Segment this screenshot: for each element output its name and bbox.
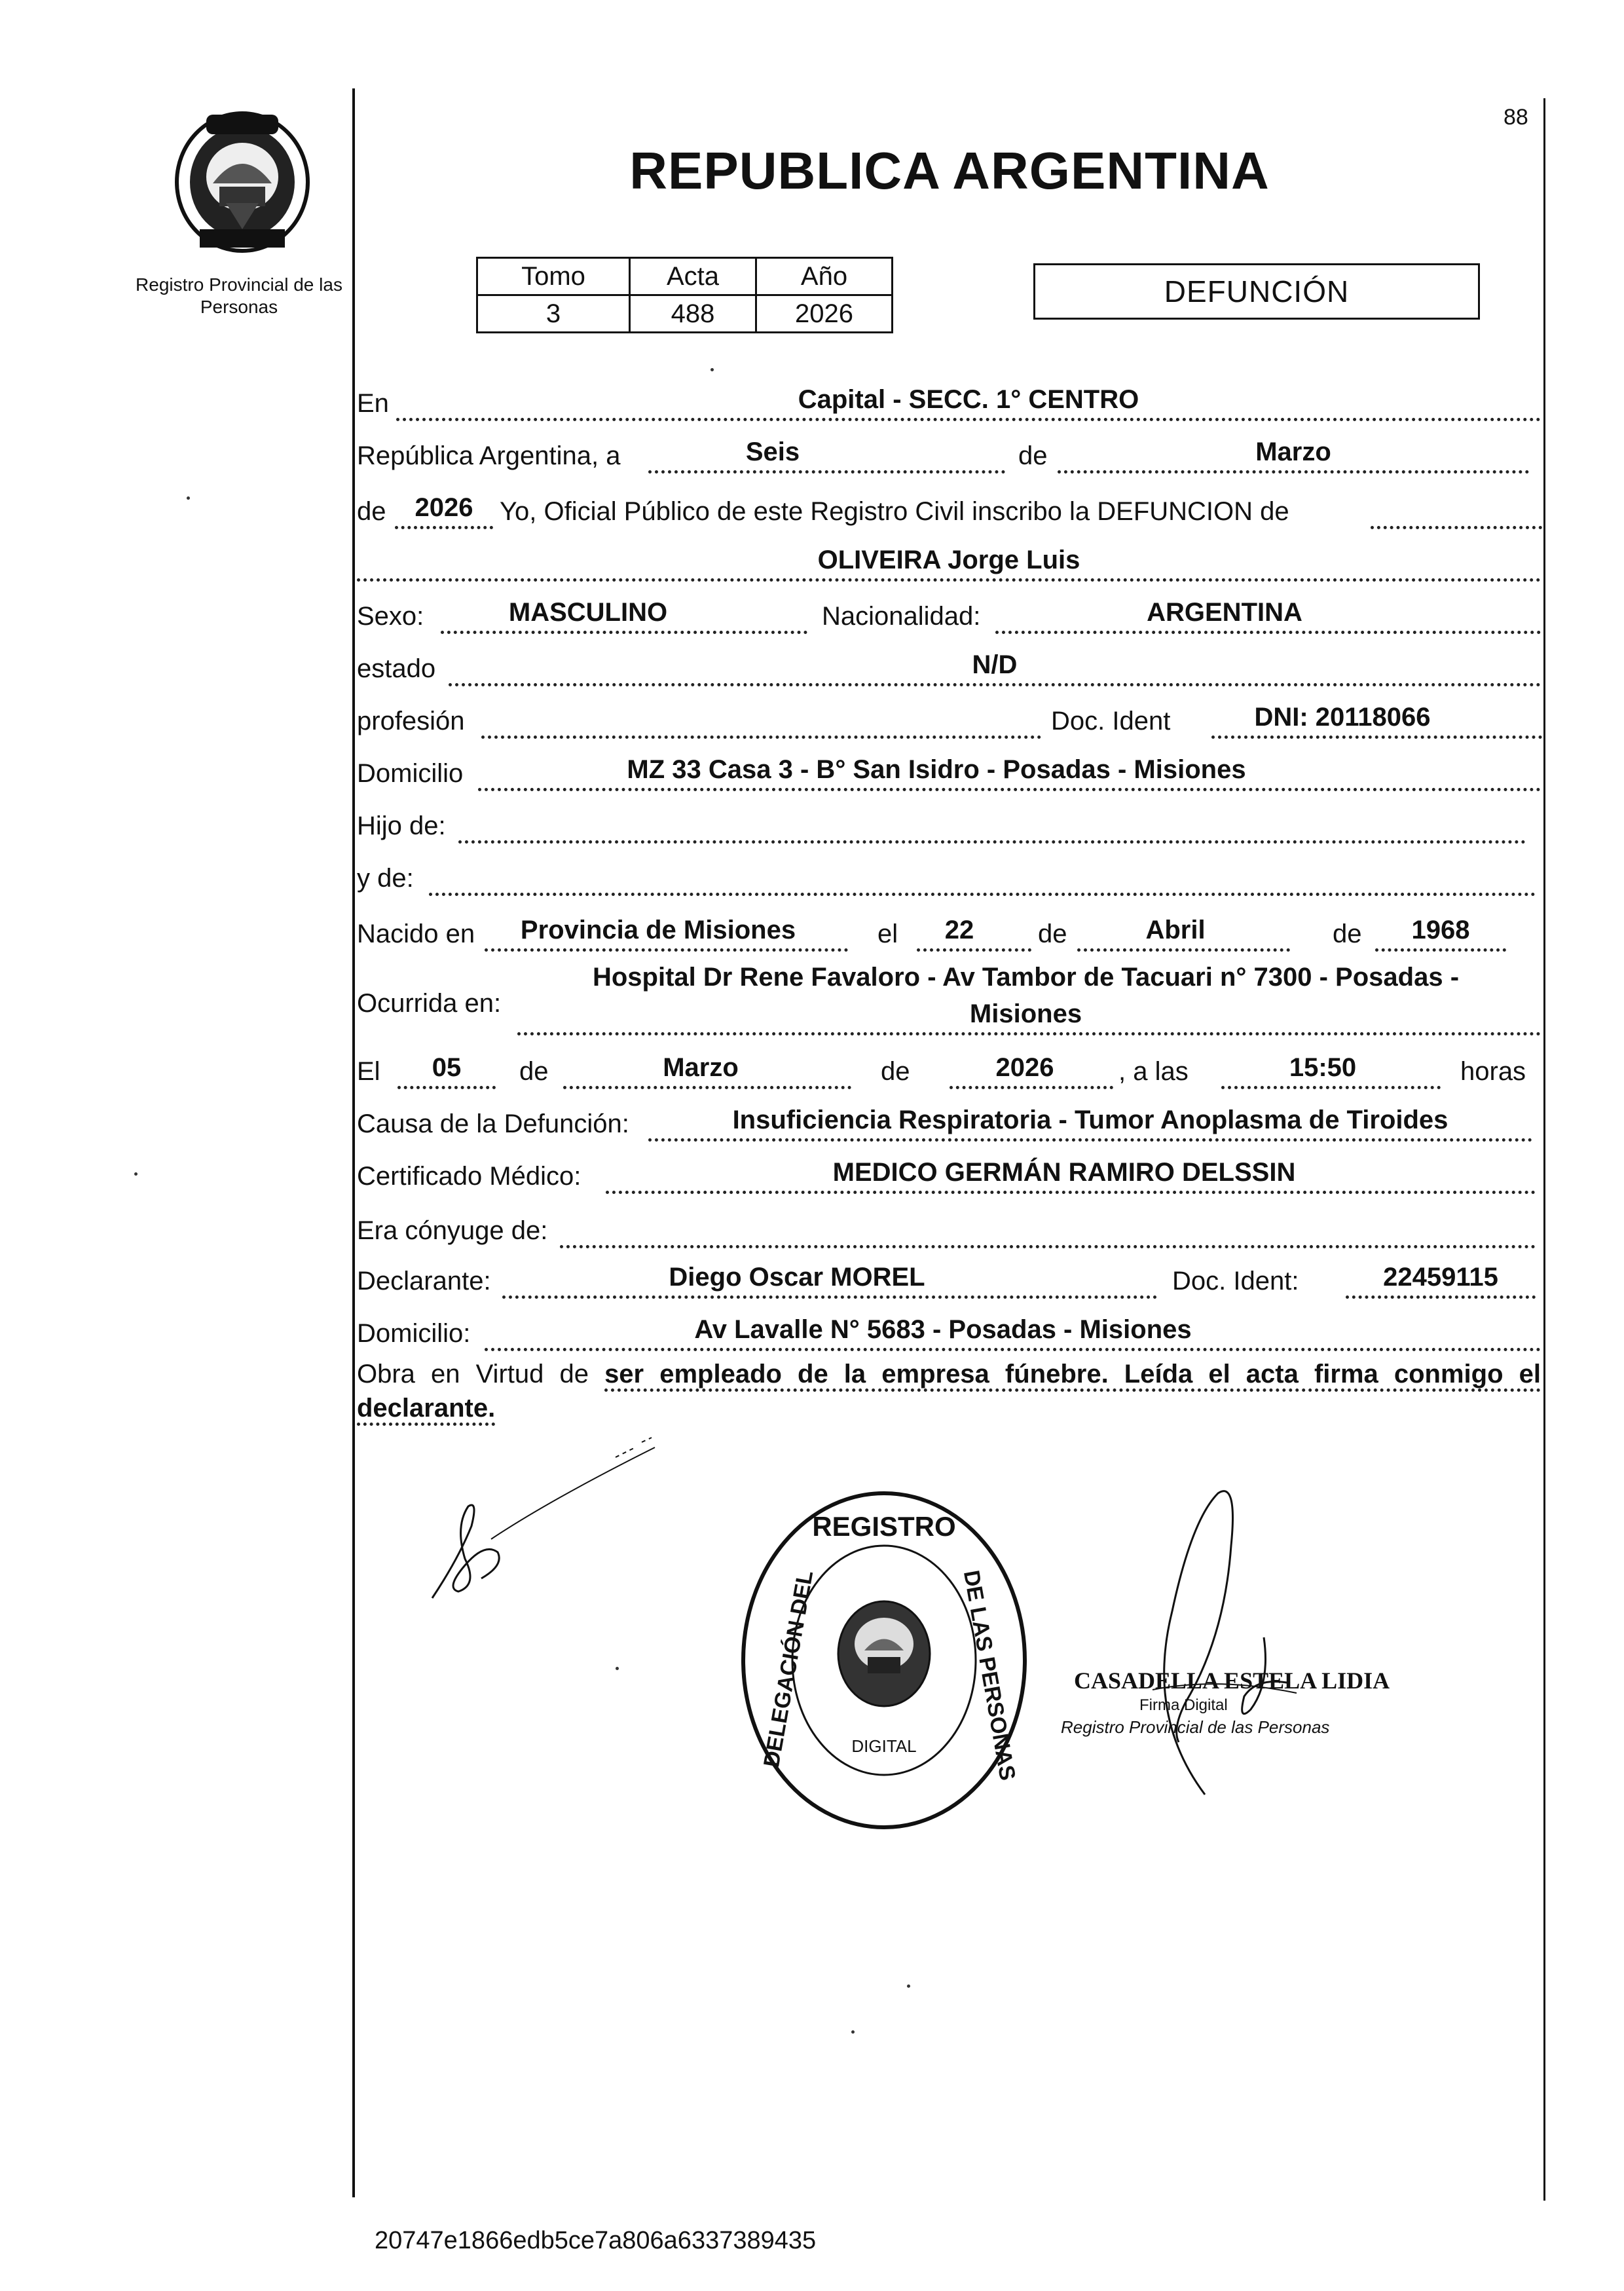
month-dots bbox=[1058, 470, 1529, 474]
anio-header: Año bbox=[756, 258, 893, 295]
seal-ring-text-right: DE LAS PERSONAS bbox=[958, 1568, 1020, 1783]
republica-label: República Argentina, a bbox=[357, 441, 621, 470]
horas-label: horas bbox=[1460, 1057, 1526, 1086]
nacionalidad-value: ARGENTINA bbox=[1147, 598, 1302, 627]
declarante-value: Diego Oscar MOREL bbox=[669, 1263, 925, 1292]
de-label-4: de bbox=[1333, 920, 1362, 948]
scan-speck bbox=[851, 2030, 855, 2034]
scan-speck bbox=[710, 368, 714, 371]
causa-value: Insuficiencia Respiratoria - Tumor Anoplasma de Tiroides bbox=[732, 1106, 1449, 1134]
doc-ident-value: DNI: 20118066 bbox=[1254, 703, 1431, 732]
record-value-row bbox=[477, 295, 893, 333]
declarante-label: Declarante: bbox=[357, 1267, 491, 1295]
scan-speck bbox=[907, 1984, 910, 1988]
document-hash: 20747e1866edb5ce7a806a6337389435 bbox=[375, 2227, 817, 2254]
profesion-dots bbox=[481, 736, 1041, 739]
birth-month: Abril bbox=[1145, 916, 1206, 944]
row-estado bbox=[357, 648, 1542, 689]
ocurrida-label: Ocurrida en: bbox=[357, 989, 502, 1018]
year-value: 2026 bbox=[415, 493, 473, 522]
row-conyuge bbox=[357, 1210, 1542, 1251]
sexo-value: MASCULINO bbox=[508, 598, 668, 627]
birth-month-dots bbox=[1077, 948, 1290, 952]
row-nacido bbox=[357, 914, 1542, 954]
record-table bbox=[476, 257, 893, 333]
row-inscribo bbox=[357, 491, 1542, 532]
yde-label: y de: bbox=[357, 864, 414, 893]
domicilio2-dots bbox=[485, 1348, 1541, 1351]
row-certificado bbox=[357, 1156, 1542, 1197]
decl-doc-dots bbox=[1346, 1295, 1536, 1299]
tomo-value: 3 bbox=[477, 295, 630, 333]
seal-inner-text: DIGITAL bbox=[851, 1736, 917, 1756]
month-value: Marzo bbox=[1255, 438, 1331, 466]
obra-label: Obra en Virtud de bbox=[357, 1360, 589, 1388]
inscribo-dots bbox=[1371, 526, 1542, 529]
conyuge-dots bbox=[560, 1245, 1536, 1248]
domicilio2-value: Av Lavalle N° 5683 - Posadas - Misiones bbox=[694, 1315, 1192, 1344]
obra-paragraph bbox=[357, 1357, 1541, 1425]
row-death-date bbox=[357, 1051, 1542, 1092]
row-declarante bbox=[357, 1261, 1542, 1301]
inscribo-text: Yo, Oficial Público de este Registro Civil inscribo la DEFUNCION de bbox=[500, 497, 1289, 526]
death-month: Marzo bbox=[663, 1053, 739, 1082]
seal-ring-text-top: REGISTRO bbox=[812, 1511, 956, 1542]
de-label-3: de bbox=[1038, 920, 1067, 948]
tomo-header: Tomo bbox=[477, 258, 630, 295]
seal-ring-text-left: DELEGACIÓN DEL bbox=[759, 1569, 819, 1770]
alas-label: , a las bbox=[1118, 1057, 1189, 1086]
officer-stamp-role: Firma Digital bbox=[1139, 1696, 1228, 1714]
anio-value: 2026 bbox=[756, 295, 893, 333]
sexo-dots bbox=[441, 631, 807, 634]
row-hijo bbox=[357, 806, 1542, 846]
obra-value: ser empleado de la empresa fúnebre. Leída el acta firma conmigo el declarante. bbox=[357, 1360, 1541, 1426]
declarant-signature bbox=[419, 1428, 668, 1611]
hijo-dots bbox=[458, 840, 1526, 844]
nacido-label: Nacido en bbox=[357, 920, 475, 948]
ocurrida-line2: Misiones bbox=[969, 999, 1082, 1028]
death-year: 2026 bbox=[995, 1053, 1054, 1082]
row-sexo bbox=[357, 596, 1542, 637]
conyuge-label: Era cónyuge de: bbox=[357, 1216, 548, 1245]
domicilio2-label: Domicilio: bbox=[357, 1319, 471, 1348]
death-year-dots bbox=[950, 1086, 1113, 1089]
el2-label: El bbox=[357, 1057, 380, 1086]
day-value: Seis bbox=[745, 438, 800, 466]
domicilio-value: MZ 33 Casa 3 - B° San Isidro - Posadas - Misiones bbox=[627, 755, 1246, 784]
row-date bbox=[357, 436, 1542, 476]
nacido-value: Provincia de Misiones bbox=[520, 916, 796, 944]
registry-seal bbox=[733, 1487, 1035, 1834]
de-label-6: de bbox=[881, 1057, 910, 1086]
row-en bbox=[357, 383, 1542, 424]
ocurrida-line1: Hospital Dr Rene Favaloro - Av Tambor de Tacuari n° 7300 - Posadas - bbox=[592, 963, 1460, 992]
de-label-1: de bbox=[1018, 441, 1048, 470]
decl-doc-label: Doc. Ident: bbox=[1172, 1267, 1299, 1295]
officer-stamp-registry: Registro Provincial de las Personas bbox=[1061, 1717, 1330, 1737]
deceased-name: OLIVEIRA Jorge Luis bbox=[817, 546, 1080, 574]
document-title: REPUBLICA ARGENTINA bbox=[629, 141, 1270, 200]
en-dots bbox=[396, 418, 1541, 421]
nacionalidad-dots bbox=[995, 631, 1541, 634]
scan-speck bbox=[134, 1172, 138, 1176]
profesion-label: profesión bbox=[357, 707, 465, 736]
sexo-label: Sexo: bbox=[357, 602, 424, 631]
hijo-label: Hijo de: bbox=[357, 811, 446, 840]
death-day-dots bbox=[397, 1086, 496, 1089]
death-month-dots bbox=[563, 1086, 851, 1089]
document-type-box: DEFUNCIÓN bbox=[1033, 263, 1480, 320]
officer-stamp-name: CASADELLA ESTELA LIDIA bbox=[1074, 1667, 1390, 1694]
province-coat-of-arms-logo bbox=[167, 105, 318, 255]
estado-label: estado bbox=[357, 654, 436, 683]
en-label: En bbox=[357, 389, 389, 418]
certificado-value: MEDICO GERMÁN RAMIRO DELSSIN bbox=[832, 1158, 1296, 1187]
nacionalidad-label: Nacionalidad: bbox=[822, 602, 981, 631]
scan-speck bbox=[187, 496, 190, 500]
year-dots bbox=[395, 526, 493, 529]
domicilio-label: Domicilio bbox=[357, 759, 464, 788]
page-number: 88 bbox=[1504, 105, 1528, 130]
certificado-label: Certificado Médico: bbox=[357, 1162, 581, 1191]
logo-caption: Registro Provincial de las Personas bbox=[136, 274, 342, 317]
yde-dots bbox=[429, 893, 1536, 896]
row-causa bbox=[357, 1104, 1542, 1144]
decl-doc-value: 22459115 bbox=[1383, 1263, 1498, 1292]
el-label: el bbox=[877, 920, 898, 948]
officer-signature bbox=[1048, 1467, 1414, 1808]
left-margin-line bbox=[352, 88, 355, 2197]
birth-day-dots bbox=[917, 948, 1031, 952]
day-dots bbox=[648, 470, 1005, 474]
row-name bbox=[357, 544, 1542, 584]
nacido-dots bbox=[485, 948, 848, 952]
causa-dots bbox=[648, 1138, 1532, 1142]
scan-speck bbox=[616, 1667, 619, 1670]
acta-value: 488 bbox=[630, 295, 756, 333]
domicilio-dots bbox=[478, 788, 1541, 791]
birth-year: 1968 bbox=[1411, 916, 1470, 944]
de-label-5: de bbox=[519, 1057, 549, 1086]
death-day: 05 bbox=[432, 1053, 462, 1082]
record-header-row bbox=[477, 258, 893, 295]
ocurrida-dots bbox=[517, 1032, 1541, 1035]
acta-header: Acta bbox=[630, 258, 756, 295]
name-dots bbox=[357, 578, 1541, 582]
birth-day: 22 bbox=[944, 916, 974, 944]
death-time: 15:50 bbox=[1289, 1053, 1357, 1082]
birth-year-dots bbox=[1375, 948, 1506, 952]
right-margin-line bbox=[1543, 98, 1545, 2201]
death-time-dots bbox=[1221, 1086, 1441, 1089]
row-profesion bbox=[357, 701, 1542, 741]
row-yde bbox=[357, 858, 1542, 899]
row-domicilio bbox=[357, 753, 1542, 794]
estado-dots bbox=[449, 683, 1541, 686]
row-ocurrida bbox=[357, 956, 1542, 1038]
doc-ident-label: Doc. Ident bbox=[1051, 707, 1171, 736]
row-domicilio-declarante bbox=[357, 1313, 1542, 1354]
estado-value: N/D bbox=[972, 650, 1018, 679]
certificado-dots bbox=[606, 1191, 1536, 1194]
doc-ident-dots bbox=[1211, 736, 1542, 739]
declarante-dots bbox=[502, 1295, 1157, 1299]
en-value: Capital - SECC. 1° CENTRO bbox=[798, 385, 1139, 414]
de-label-2: de bbox=[357, 497, 386, 526]
causa-label: Causa de la Defunción: bbox=[357, 1109, 629, 1138]
